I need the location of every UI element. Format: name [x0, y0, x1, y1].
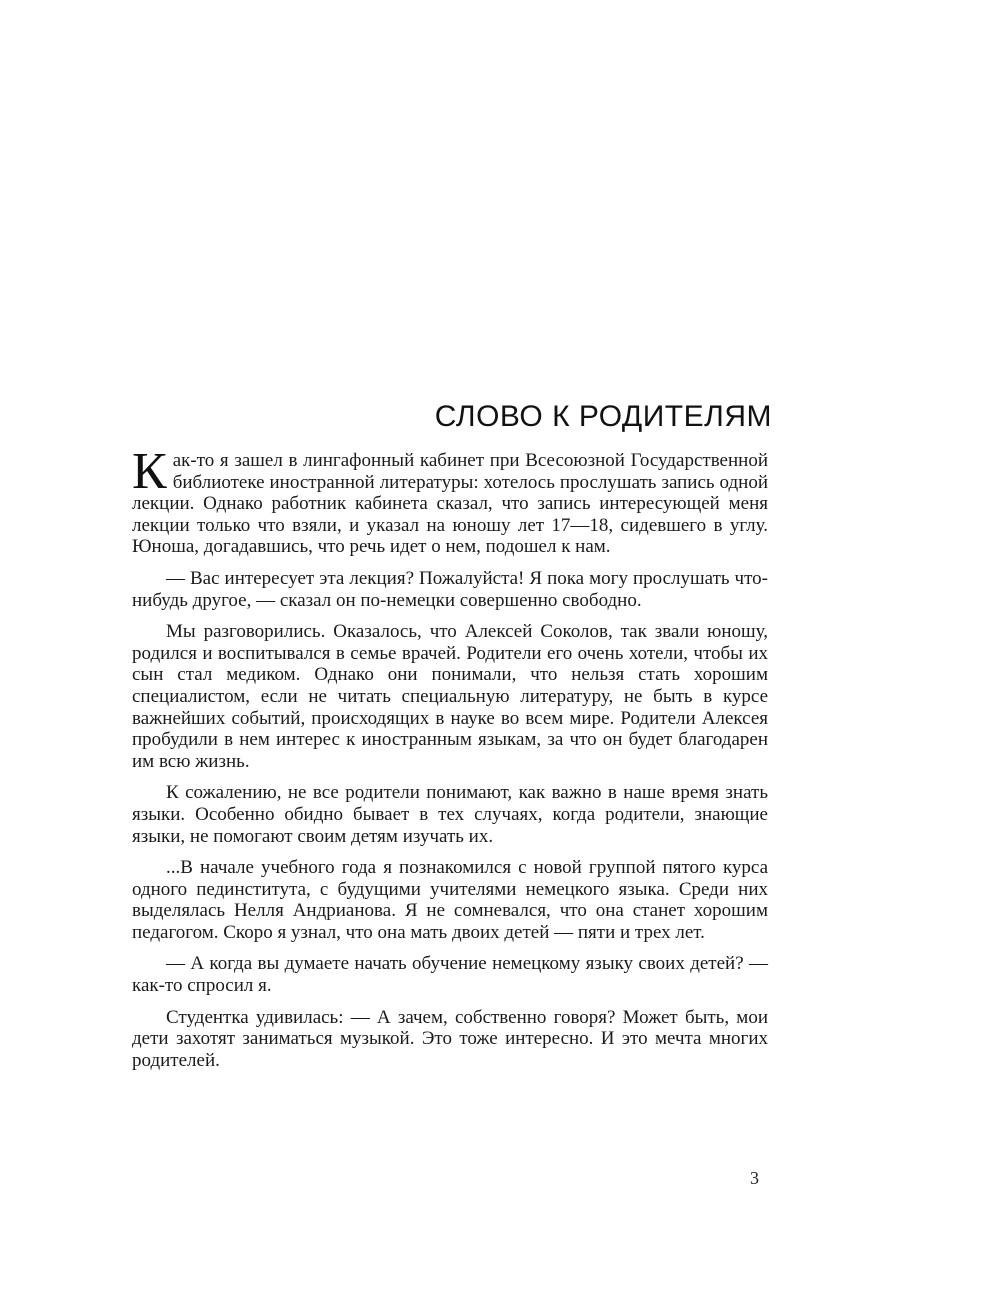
paragraph-1-text: ак-то я зашел в лингафонный кабинет при Всесоюзной Государственной библиотеке иностранной литературы: хотелось прослушать запись одной лекции. Однако работник кабинета сказал, что запись интересующей меня лекции только что взяли, и указал на юношу лет 17—18, сидевшего в углу. Юноша, догадавшись, что речь идет о нем, подошел к нам. — [132, 450, 768, 558]
paragraph-5: ...В начале учебного года я познакомился с новой группой пятого курса одного пединститута, с будущими учителями немецкого языка. Среди них выделялась Нелля Андрианова. Я не сомневался, что она станет хорошим педагогом. Скоро я узнал, что она мать двоих детей — пяти и трех лет. — [132, 857, 768, 943]
body-text — [132, 443, 768, 1081]
paragraph-7: Студентка удивилась: — А зачем, собственно говоря? Может быть, мои дети захотят заниматься музыкой. Это тоже интересно. И это мечта многих родителей. — [132, 1006, 768, 1071]
chapter-title: СЛОВО К РОДИТЕЛЯМ — [434, 400, 772, 433]
paragraph-3: Мы разговорились. Оказалось, что Алексей Соколов, так звали юношу, родился и воспитывался в семье врачей. Родители его очень хотели, чтобы их сын стал медиком. Однако они понимали, что нельзя стать хорошим специалистом, если не читать специальную литературу, не быть в курсе важнейших событий, происходящих в науке во всем мире. Родители Алексея пробудили в нем интерес к иностранным языкам, за что он будет благодарен им всю жизнь. — [132, 621, 768, 772]
drop-cap: К — [132, 443, 167, 500]
paragraph-4: К сожалению, не все родители понимают, как важно в наше время знать языки. Особенно обидно бывает в тех случаях, когда родители, знающие языки, не помогают своим детям изучать их. — [132, 782, 768, 847]
paragraph-1 — [132, 443, 768, 558]
paragraph-2: — Вас интересует эта лекция? Пожалуйста! Я пока могу прослушать что-нибудь другое, — сказал он по-немецки совершенно свободно. — [132, 567, 768, 611]
page-number: 3 — [750, 1168, 759, 1188]
paragraph-6: — А когда вы думаете начать обучение немецкому языку своих детей? — как-то спросил я. — [132, 953, 768, 997]
